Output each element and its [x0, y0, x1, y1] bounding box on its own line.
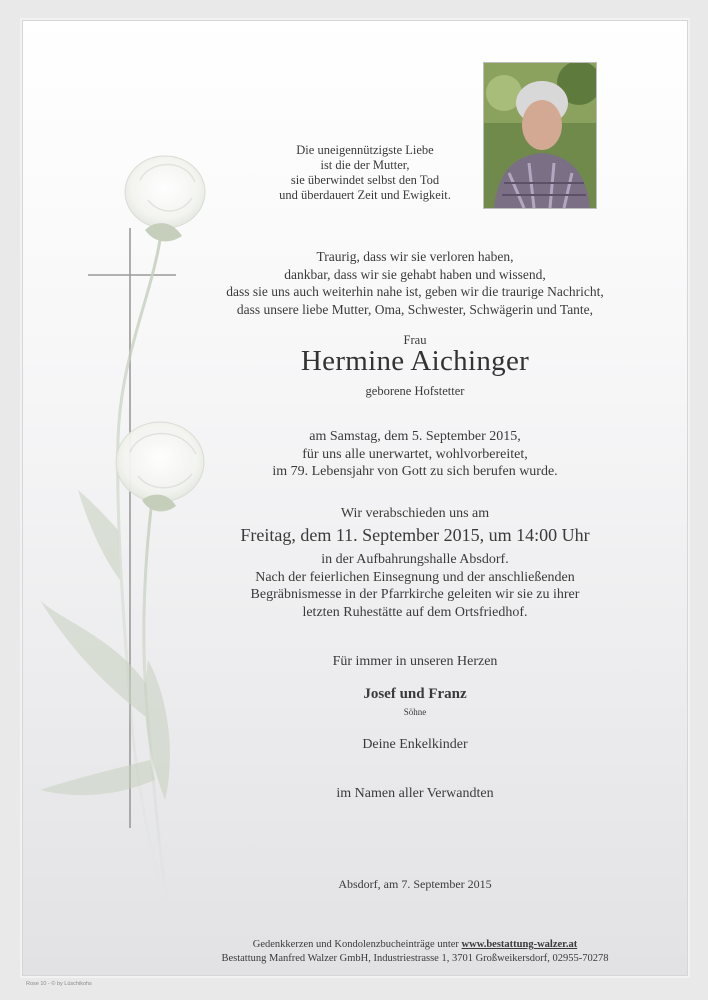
verse-line: Die uneigennützigste Liebe — [296, 143, 434, 157]
ceremony-line: in der Aufbahrungshalle Absdorf. — [321, 552, 509, 567]
ceremony-line: Begräbnismesse in der Pfarrkirche geleiten wir sie zu ihrer — [250, 587, 580, 602]
salutation: Frau — [403, 333, 427, 347]
farewell-intro: Wir verabschieden uns am — [340, 506, 490, 521]
ceremony-date: Freitag, dem 11. September 2015, um 14:00 Uhr — [240, 525, 590, 545]
relatives: im Namen aller Verwandten — [336, 786, 494, 801]
grandchildren: Deine Enkelkinder — [362, 737, 468, 752]
death-notice-line: im 79. Lebensjahr von Gott zu sich berufen wurde. — [272, 464, 558, 479]
deceased-name: Hermine Aichinger — [300, 345, 530, 377]
intro-line: dass sie uns auch weiterhin nahe ist, geben wir die traurige Nachricht, — [226, 284, 604, 299]
portrait-photo — [483, 62, 597, 209]
footer-prefix: Gedenkkerzen und Kondolenzbucheinträge unter — [252, 939, 462, 950]
verse-line: und überdauert Zeit und Ewigkeit. — [279, 188, 451, 202]
death-notice — [150, 428, 680, 481]
image-credit: Rose 10 - © by Lüschikohs — [26, 981, 92, 987]
memorial-verse — [260, 143, 470, 203]
footer — [150, 938, 680, 966]
intro-text — [150, 248, 680, 318]
sons-label: Söhne — [403, 707, 427, 717]
death-notice-line: für uns alle unerwartet, wohlvorbereitet, — [302, 446, 528, 462]
place-date: Absdorf, am 7. September 2015 — [338, 877, 492, 891]
footer-line-2: Bestattung Manfred Walzer GmbH, Industriestrasse 1, 3701 Großweikersdorf, 02955-70278 — [221, 953, 609, 964]
ceremony-line: Nach der feierlichen Einsegnung und der anschließenden — [255, 569, 575, 585]
intro-line: Traurig, dass wir sie verloren haben, — [316, 249, 514, 264]
heart-line: Für immer in unseren Herzen — [332, 654, 498, 669]
death-notice-line: am Samstag, dem 5. September 2015, — [309, 429, 521, 444]
verse-line: ist die der Mutter, — [320, 158, 410, 172]
birth-name: geborene Hofstetter — [365, 384, 465, 398]
website-link[interactable]: www.bestattung-walzer.at — [461, 939, 578, 950]
footer-line-1 — [150, 938, 680, 952]
sons-names: Josef und Franz — [363, 686, 467, 702]
intro-line: dass unsere liebe Mutter, Oma, Schwester, Schwägerin und Tante, — [236, 301, 594, 317]
verse-line: sie überwindet selbst den Tod — [290, 173, 440, 187]
intro-line: dankbar, dass wir sie gehabt haben und wissend, — [284, 266, 546, 282]
ceremony-line: letzten Ruhestätte auf dem Ortsfriedhof. — [302, 604, 528, 620]
ceremony-details — [150, 551, 680, 621]
